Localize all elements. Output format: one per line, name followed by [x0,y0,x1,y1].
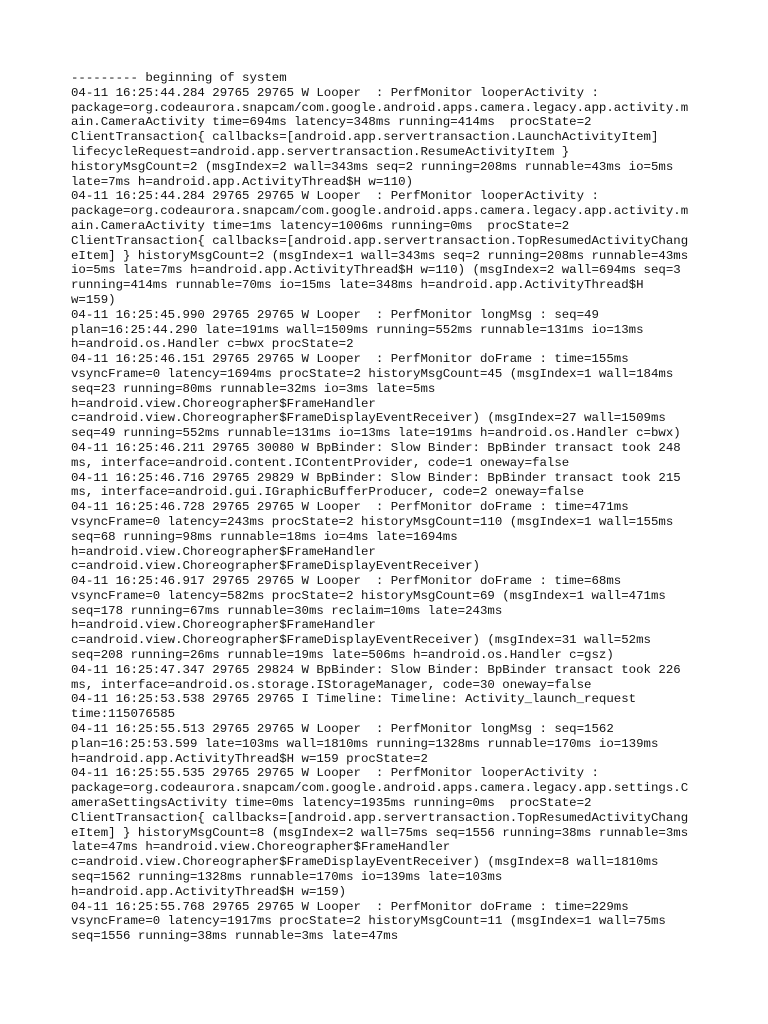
log-line: running=414ms runnable=70ms io=15ms late=348ms h=android.app.ActivityThread$H [71,278,644,293]
log-line: late=7ms h=android.app.ActivityThread$H w=110) [71,174,414,189]
log-line: w=159) [71,292,116,307]
log-line: 04-11 16:25:44.284 29765 29765 W Looper : PerfMonitor looperActivity : [71,85,599,100]
log-line: 04-11 16:25:55.535 29765 29765 W Looper : PerfMonitor looperActivity : [71,766,599,781]
log-line: ms, interface=android.content.IContentProvider, code=1 oneway=false [71,455,570,470]
log-line: plan=16:25:44.290 late=191ms wall=1509ms running=552ms runnable=131ms io=13ms [71,322,644,337]
log-line: vsyncFrame=0 latency=1694ms procState=2 historyMsgCount=45 (msgIndex=1 wall=184ms [71,366,674,381]
log-line: package=org.codeaurora.snapcam/com.google.android.apps.camera.legacy.app.activity.m [71,100,689,115]
log-line: seq=49 running=552ms runnable=131ms io=13ms late=191ms h=android.os.Handler c=bwx) [71,426,681,441]
log-line: 04-11 16:25:55.513 29765 29765 W Looper : PerfMonitor longMsg : seq=1562 [71,722,614,737]
log-line: c=android.view.Choreographer$FrameDisplayEventReceiver) [71,559,480,574]
log-line: package=org.codeaurora.snapcam/com.google.android.apps.camera.legacy.app.activity.m [71,204,689,219]
log-line: lifecycleRequest=android.app.servertransaction.ResumeActivityItem } [71,144,570,159]
log-line: 04-11 16:25:44.284 29765 29765 W Looper : PerfMonitor looperActivity : [71,189,599,204]
log-line: ameraSettingsActivity time=0ms latency=1935ms running=0ms procState=2 [71,796,592,811]
log-line: --------- beginning of system [71,71,287,85]
log-line: ClientTransaction{ callbacks=[android.app.servertransaction.LaunchActivityItem] [71,130,659,145]
log-line: h=android.os.Handler c=bwx procState=2 [71,337,354,352]
log-line: ms, interface=android.os.storage.IStorageManager, code=30 oneway=false [71,677,592,692]
log-line: historyMsgCount=2 (msgIndex=2 wall=343ms seq=2 running=208ms runnable=43ms io=5ms [71,159,674,174]
log-line: seq=1562 running=1328ms runnable=170ms io=139ms late=103ms [71,870,503,885]
log-line: seq=23 running=80ms runnable=32ms io=3ms late=5ms [71,381,436,396]
log-line: ain.CameraActivity time=1ms latency=1006ms running=0ms procState=2 [71,218,570,233]
log-line: h=android.view.Choreographer$FrameHandler [71,396,376,411]
log-line: plan=16:25:53.599 late=103ms wall=1810ms running=1328ms runnable=170ms io=139ms [71,736,659,751]
log-line: vsyncFrame=0 latency=243ms procState=2 historyMsgCount=110 (msgIndex=1 wall=155ms [71,514,674,529]
log-line: c=android.view.Choreographer$FrameDisplayEventReceiver) (msgIndex=8 wall=1810ms [71,855,659,870]
log-line: seq=1556 running=38ms runnable=3ms late=47ms [71,929,399,944]
log-line: 04-11 16:25:46.716 29765 29829 W BpBinder: Slow Binder: BpBinder transact took 215 [71,470,681,485]
log-line: io=5ms late=7ms h=android.app.ActivityThread$H w=110) (msgIndex=2 wall=694ms seq=3 [71,263,681,278]
log-line: 04-11 16:25:47.347 29765 29824 W BpBinder: Slow Binder: BpBinder transact took 226 [71,662,681,677]
log-line: c=android.view.Choreographer$FrameDisplayEventReceiver) (msgIndex=27 wall=1509ms [71,411,666,426]
log-line: h=android.view.Choreographer$FrameHandler [71,618,376,633]
log-line: h=android.view.Choreographer$FrameHandler [71,544,376,559]
log-line: ClientTransaction{ callbacks=[android.app.servertransaction.TopResumedActivityChang [71,810,689,825]
log-line: seq=68 running=98ms runnable=18ms io=4ms late=1694ms [71,529,458,544]
log-line: h=android.app.ActivityThread$H w=159 procState=2 [71,751,428,766]
log-line: 04-11 16:25:46.211 29765 30080 W BpBinder: Slow Binder: BpBinder transact took 248 [71,440,681,455]
log-line: 04-11 16:25:46.917 29765 29765 W Looper : PerfMonitor doFrame : time=68ms [71,574,622,589]
log-line: eItem] } historyMsgCount=2 (msgIndex=1 wall=343ms seq=2 running=208ms runnable=43ms [71,248,689,263]
log-line: 04-11 16:25:55.768 29765 29765 W Looper : PerfMonitor doFrame : time=229ms [71,899,629,914]
log-line: ms, interface=android.gui.IGraphicBufferProducer, code=2 oneway=false [71,485,585,500]
log-line: vsyncFrame=0 latency=582ms procState=2 historyMsgCount=69 (msgIndex=1 wall=471ms [71,588,666,603]
log-line: 04-11 16:25:46.728 29765 29765 W Looper : PerfMonitor doFrame : time=471ms [71,500,629,515]
log-line: time:115076585 [71,707,176,722]
log-line: 04-11 16:25:46.151 29765 29765 W Looper : PerfMonitor doFrame : time=155ms [71,352,629,367]
log-line: vsyncFrame=0 latency=1917ms procState=2 historyMsgCount=11 (msgIndex=1 wall=75ms [71,914,666,929]
log-line: seq=208 running=26ms runnable=19ms late=506ms h=android.os.Handler c=gsz) [71,648,614,663]
log-line: seq=178 running=67ms runnable=30ms reclaim=10ms late=243ms [71,603,503,618]
log-document [71,71,701,944]
log-line: ClientTransaction{ callbacks=[android.app.servertransaction.TopResumedActivityChang [71,233,689,248]
log-line: package=org.codeaurora.snapcam/com.google.android.apps.camera.legacy.app.settings.C [71,781,689,796]
log-line: h=android.app.ActivityThread$H w=159) [71,884,347,899]
log-line: late=47ms h=android.view.Choreographer$FrameHandler [71,840,451,855]
log-line: 04-11 16:25:53.538 29765 29765 I Timeline: Timeline: Activity_launch_request [71,692,637,707]
log-line: eItem] } historyMsgCount=8 (msgIndex=2 wall=75ms seq=1556 running=38ms runnable=3ms [71,825,689,840]
log-line: ain.CameraActivity time=694ms latency=348ms running=414ms procState=2 [71,115,592,130]
log-line: 04-11 16:25:45.990 29765 29765 W Looper : PerfMonitor longMsg : seq=49 [71,307,599,322]
log-line: c=android.view.Choreographer$FrameDisplayEventReceiver) (msgIndex=31 wall=52ms [71,633,651,648]
